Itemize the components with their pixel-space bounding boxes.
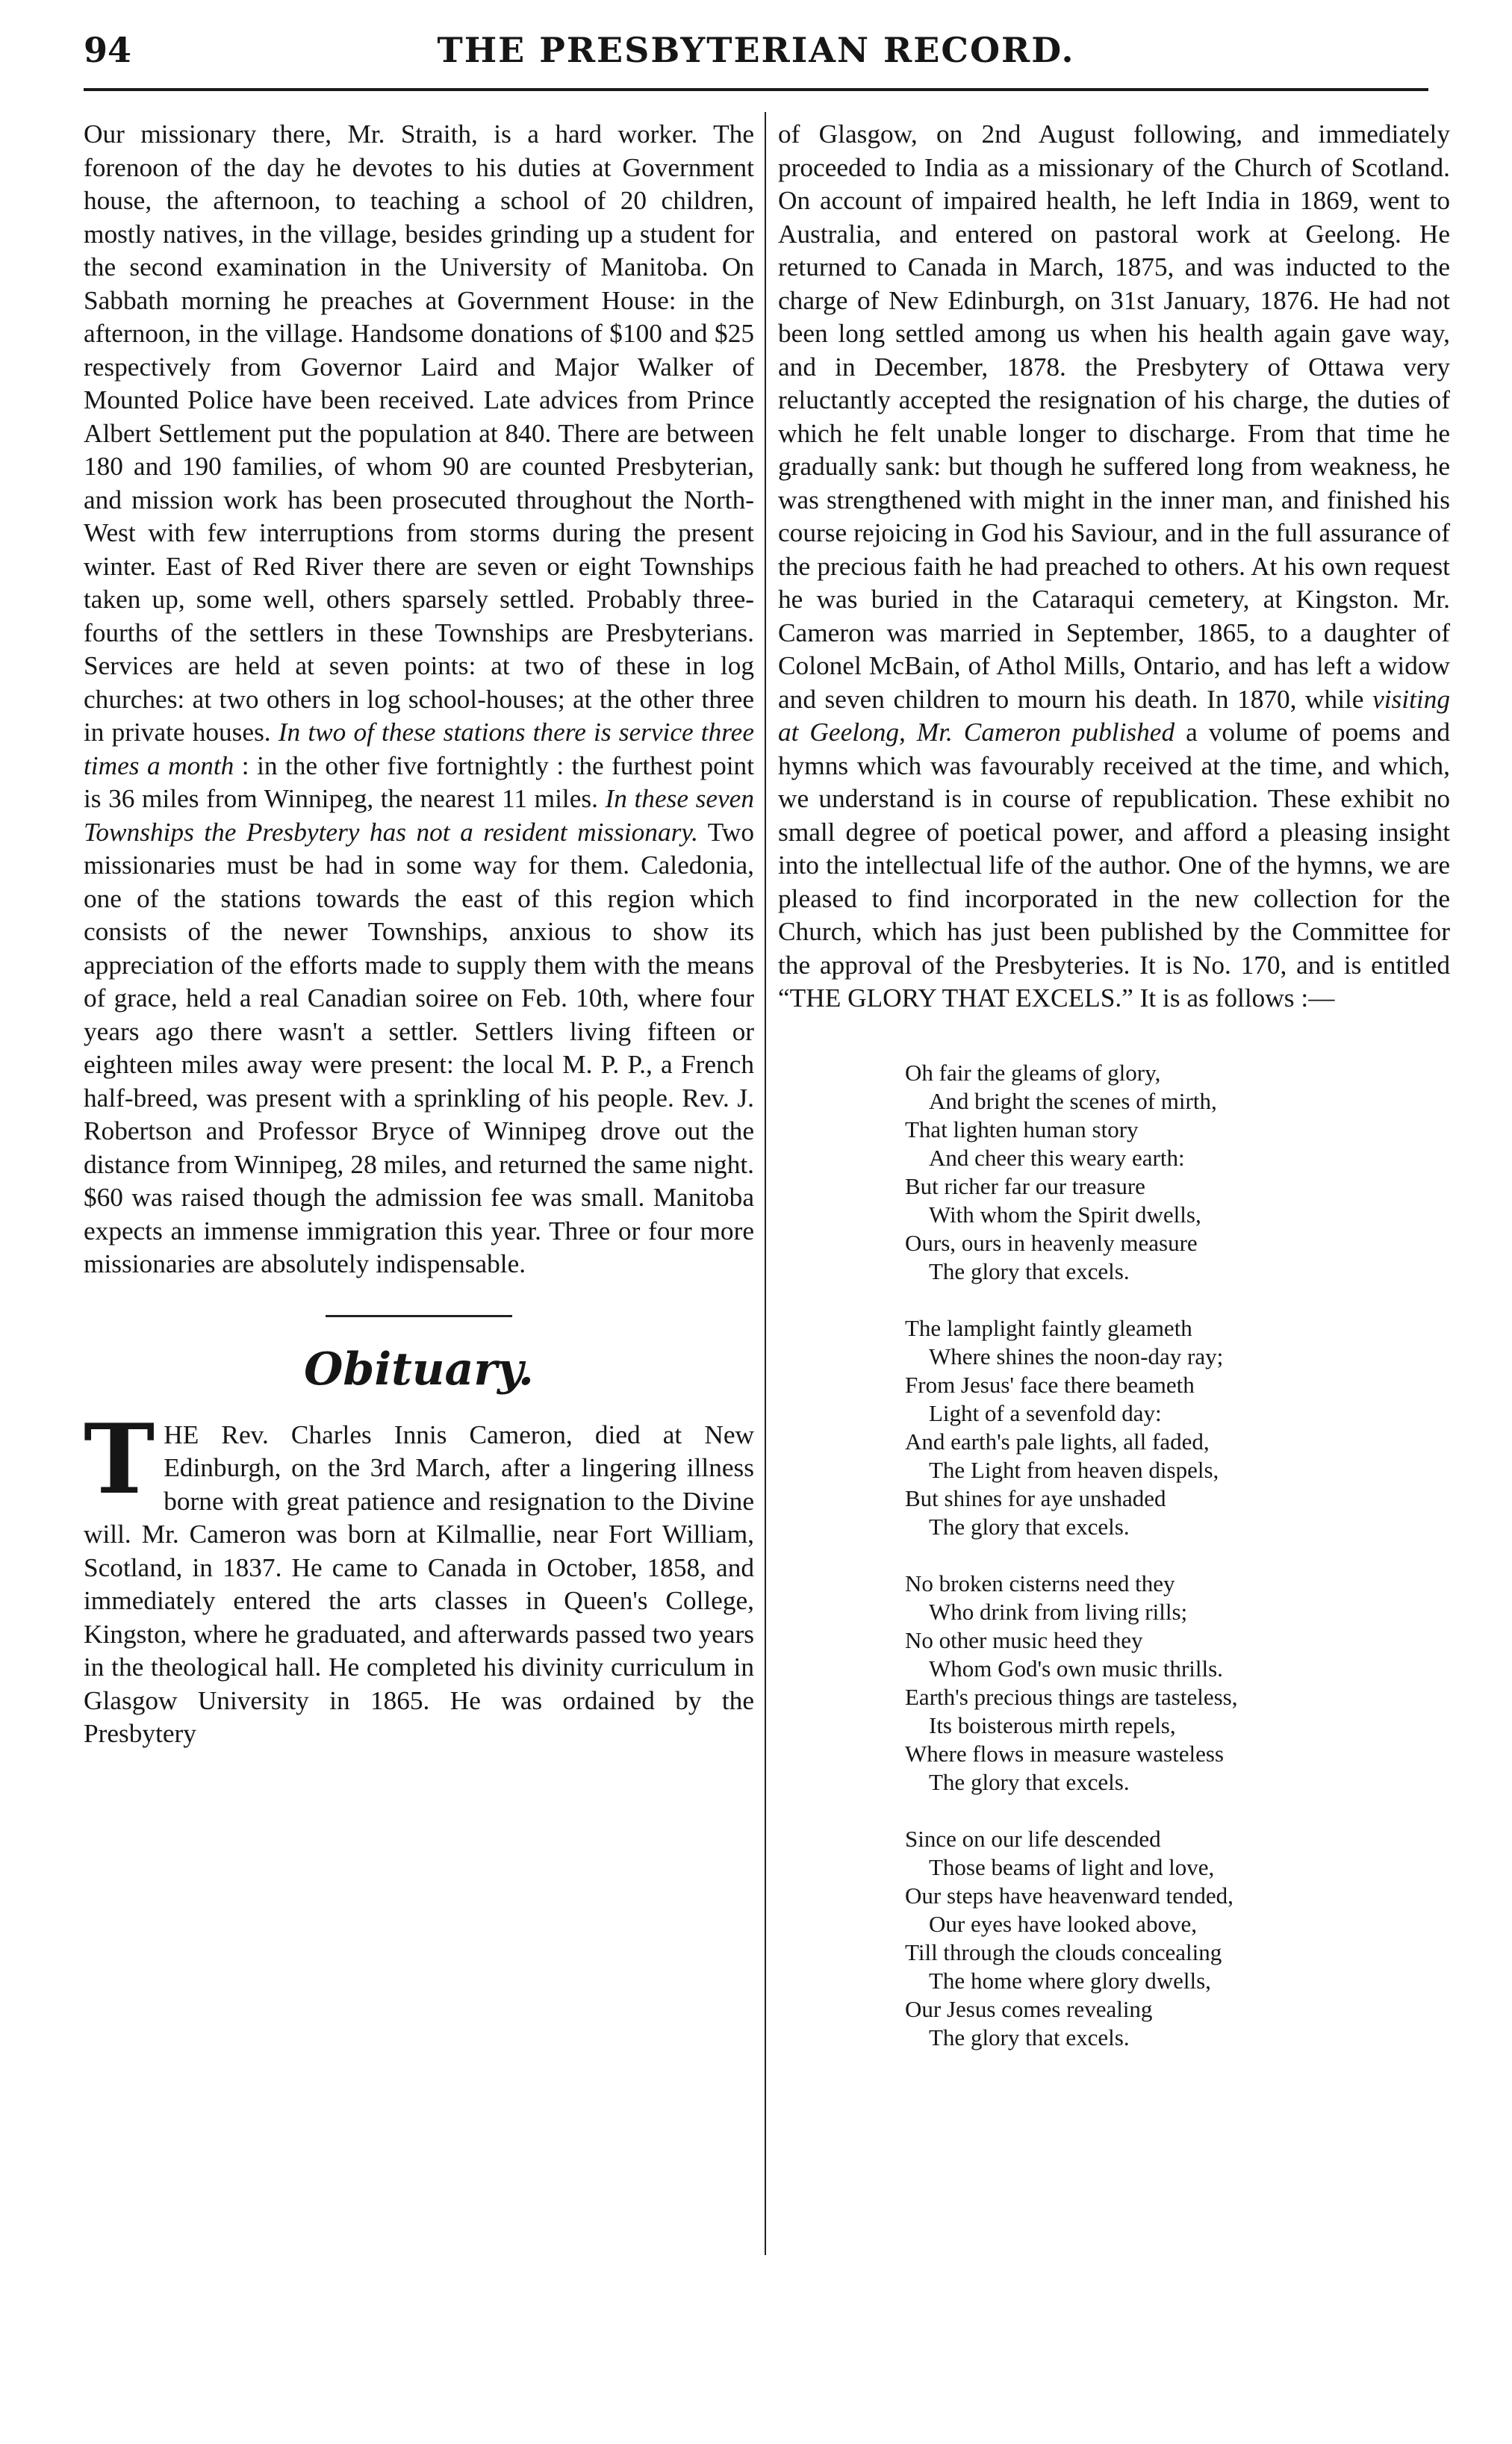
mission-report-italic-1: In two of these stations there is service three times a month — [84, 718, 754, 780]
mission-report-italic-2: In these seven Townships the Presbytery has not a resident missionary. — [84, 784, 754, 847]
poem-line: Ours, ours in heavenly measure — [905, 1229, 1198, 1256]
poem-line: Light of a sevenfold day: — [929, 1399, 1162, 1426]
poem-line: The lamplight faintly gleameth — [905, 1314, 1192, 1341]
poem-line: And bright the scenes of mirth, — [929, 1087, 1217, 1114]
poem-line: The glory that excels. — [929, 1513, 1130, 1540]
obituary-text-start: HE Rev. Charles Innis Cameron, died at New Edinburgh, on the 3rd March, after a lingering illness borne with great patience and resignation to the Divine will. Mr. Cameron was born at Kilmallie, near Fort William, Scotland, in 1837. He came to Canada in October, 1858, and immediately entered the arts classes in Queen's College, Kingston, where he graduated, and afterwards passed two years in the theological hall. He completed his divinity curriculum in Glasgow University in 1865. He was ordained by the Presbytery — [84, 1420, 754, 1748]
obituary-heading: Obituary. — [304, 1343, 534, 1396]
poem-line: Till through the clouds concealing — [905, 1938, 1222, 1965]
poem-line: But richer far our treasure — [905, 1172, 1145, 1199]
poem-line: Who drink from living rills; — [929, 1598, 1188, 1625]
poem-stanza — [905, 1059, 1450, 1286]
mission-report-paragraph — [84, 118, 754, 1281]
section-divider — [326, 1315, 512, 1317]
running-title: THE PRESBYTERIAN RECORD. — [437, 30, 1075, 70]
mission-report-text-1: Our missionary there, Mr. Straith, is a hard worker. The forenoon of the day he devotes to his duties at Government house, the afternoon, to teaching a school of 20 children, mostly natives, in the village, besides grinding up a student for the second examination in the University of Manitoba. On Sabbath morning he preaches at Government House: in the afternoon, in the village. Handsome donations of $100 and $25 respectively from Governor Laird and Major Walker of Mounted Police have been received. Late advices from Prince Albert Settlement put the population at 840. There are between 180 and 190 families, of whom 90 are counted Presbyterian, and mission work has been prosecuted throughout the North-West with few interruptions from storms during the present winter. East of Red River there are seven or eight Townships taken up, some well, others sparsely settled. Probably three-fourths of the settlers in these Townships are Presbyterians. Services are held at seven points: at two of these in log churches: at two others in log school-houses; at the other three in private houses. — [84, 119, 754, 747]
page-number: 94 — [84, 30, 132, 70]
poem-line: But shines for aye unshaded — [905, 1484, 1166, 1511]
poem-line: Our steps have heavenward tended, — [905, 1882, 1233, 1909]
obituary-paragraph-start — [84, 1403, 754, 1751]
poem-line: Our eyes have looked above, — [929, 1910, 1197, 1937]
poem-line: Its boisterous mirth repels, — [929, 1711, 1176, 1738]
drop-cap: T — [84, 1403, 155, 1516]
poem-line: With whom the Spirit dwells, — [929, 1201, 1201, 1228]
poem-line: Earth's precious things are tasteless, — [905, 1683, 1238, 1710]
mission-report-text-3: Two missionaries must be had in some way for them. Caledonia, one of the stations towards the east of this region which consists of the newer Townships, anxious to show its appreciation of the efforts made to supply them with the means of grace, held a real Canadian soiree on Feb. 10th, where four years ago there wasn't a settler. Settlers living fifteen or eighteen miles away were present: the local M. P. P., a French half-breed, was present with a sprinkling of his people. Rev. J. Robertson and Professor Bryce of Winnipeg drove out the distance from Winnipeg, 28 miles, and returned the same night. $60 was raised though the admission fee was small. Manitoba expects an immense immigration this year. Three or four more missionaries are absolutely indispensable. — [84, 817, 754, 1278]
poem-line: Whom God's own music thrills. — [929, 1655, 1223, 1682]
obituary-text-continued-1: of Glasgow, on 2nd August following, and immediately proceeded to India as a missionary of the Church of Scotland. On account of impaired health, he left India in 1869, went to Australia, and entered on pastoral work at Geelong. He returned to Canada in March, 1875, and was inducted to the charge of New Edinburgh, on 31st January, 1876. He had not been long settled among us when his health again gave way, and in December, 1878. the Presbytery of Ottawa very reluctantly accepted the resignation of his charge, the duties of which he felt unable longer to discharge. From that time he gradually sank: but though he suffered long from weakness, he was strengthened with might in the inner man, and finished his course rejoicing in God his Saviour, and in the full assurance of the precious faith he had preached to others. At his own request he was buried in the Cataraqui cemetery, at Kingston. Mr. Cameron was married in September, 1865, to a daughter of Colonel McBain, of Athol Mills, Ontario, and has left a widow and seven children to mourn his death. In 1870, while — [778, 119, 1450, 714]
poem-line: Where shines the noon-day ray; — [929, 1343, 1224, 1369]
poem-line: The glory that excels. — [929, 1768, 1130, 1795]
obituary-text-continued-2: a volume of poems and hymns which was favourably received at the time, and which, we understand is in course of republication. These exhibit no small degree of poetical power, and afford a pleasing insight into the intellectual life of the author. One of the hymns, we are pleased to find incorporated in the new collection for the Church, which has just been published by the Committee for the approval of the Presbyteries. It is No. 170, and is entitled “THE GLORY THAT EXCELS.” It is as follows :— — [778, 718, 1451, 1013]
poem-line: The glory that excels. — [929, 1257, 1130, 1284]
poem-line: No broken cisterns need they — [905, 1570, 1175, 1596]
obituary-text-italic: visiting at Geelong, Mr. Cameron published — [778, 684, 1450, 747]
poem-line: Since on our life descended — [905, 1825, 1161, 1852]
right-column — [778, 118, 1450, 2080]
left-column — [84, 118, 754, 1751]
page-header — [84, 28, 1428, 81]
poem-line: The home where glory dwells, — [929, 1967, 1211, 1994]
obituary-paragraph-continued — [778, 118, 1450, 1016]
poem-line: The glory that excels. — [929, 2024, 1130, 2050]
poem-stanza — [905, 1570, 1450, 1797]
poem-line: The Light from heaven dispels, — [929, 1456, 1219, 1483]
poem-line: From Jesus' face there beameth — [905, 1371, 1195, 1398]
poem-line: Oh fair the gleams of glory, — [905, 1059, 1161, 1086]
poem-line: And earth's pale lights, all faded, — [905, 1428, 1210, 1455]
poem-line: Our Jesus comes revealing — [905, 1995, 1153, 2022]
poem-line: That lighten human story — [905, 1116, 1139, 1142]
poem-line: And cheer this weary earth: — [929, 1144, 1185, 1171]
column-divider — [765, 112, 766, 2255]
poem-line: Where flows in measure wasteless — [905, 1740, 1224, 1767]
poem-line: Those beams of light and love, — [929, 1853, 1215, 1880]
poem-line: No other music heed they — [905, 1626, 1143, 1653]
header-rule — [84, 88, 1428, 91]
poem-stanza — [905, 1825, 1450, 2052]
hymn-poem — [905, 1059, 1450, 2052]
mission-report-text-2: : in the other five fortnightly : the furthest point is 36 miles from Winnipeg, the nearest 11 miles. — [84, 750, 755, 813]
poem-stanza — [905, 1314, 1450, 1541]
